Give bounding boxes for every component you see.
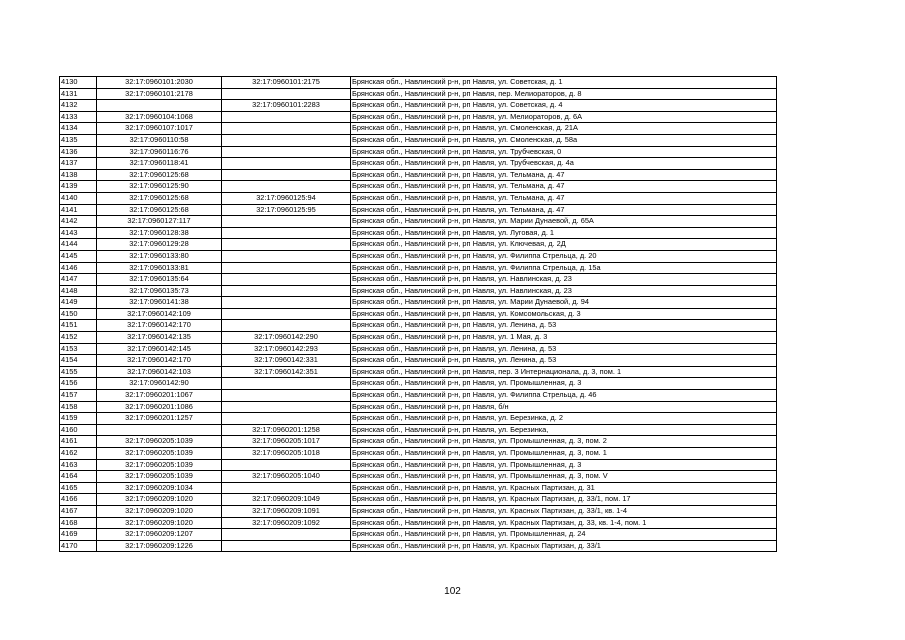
cadastral-number-cell: 32:17:0960209:1020	[97, 517, 222, 529]
row-number-cell: 4167	[60, 505, 97, 517]
cadastral-number-cell: 32:17:0960135:64	[97, 274, 222, 286]
row-number-cell: 4168	[60, 517, 97, 529]
related-cadastral-number-cell	[222, 297, 351, 309]
row-number-cell: 4153	[60, 343, 97, 355]
table-row	[60, 192, 777, 204]
row-number-cell: 4131	[60, 88, 97, 100]
registry-table-body	[60, 77, 777, 552]
table-row	[60, 505, 777, 517]
table-row	[60, 204, 777, 216]
table-row	[60, 517, 777, 529]
row-number-cell: 4147	[60, 274, 97, 286]
table-row	[60, 227, 777, 239]
related-cadastral-number-cell	[222, 239, 351, 251]
cadastral-number-cell: 32:17:0960209:1034	[97, 482, 222, 494]
related-cadastral-number-cell	[222, 401, 351, 413]
cadastral-number-cell: 32:17:0960142:109	[97, 308, 222, 320]
table-row	[60, 529, 777, 541]
related-cadastral-number-cell: 32:17:0960209:1092	[222, 517, 351, 529]
address-cell: Брянская обл., Навлинский р-н, рп Навля, ул. Филиппа Стрельца, д. 15а	[351, 262, 777, 274]
address-cell: Брянская обл., Навлинский р-н, рп Навля, ул. Красных Партизан, д. 31	[351, 482, 777, 494]
address-cell: Брянская обл., Навлинский р-н, рп Навля, ул. Советская, д. 1	[351, 77, 777, 89]
address-cell: Брянская обл., Навлинский р-н, рп Навля, ул. Марии Дунаевой, д. 65А	[351, 216, 777, 228]
address-cell: Брянская обл., Навлинский р-н, рп Навля, ул. 1 Мая, д. 3	[351, 332, 777, 344]
related-cadastral-number-cell: 32:17:0960101:2283	[222, 100, 351, 112]
cadastral-number-cell: 32:17:0960133:81	[97, 262, 222, 274]
related-cadastral-number-cell: 32:17:0960205:1018	[222, 448, 351, 460]
cadastral-number-cell: 32:17:0960201:1067	[97, 390, 222, 402]
cadastral-number-cell: 32:17:0960104:1068	[97, 111, 222, 123]
related-cadastral-number-cell	[222, 262, 351, 274]
table-row	[60, 482, 777, 494]
address-cell: Брянская обл., Навлинский р-н, рп Навля, ул. Ключевая, д. 2Д	[351, 239, 777, 251]
related-cadastral-number-cell	[222, 111, 351, 123]
related-cadastral-number-cell	[222, 413, 351, 425]
address-cell: Брянская обл., Навлинский р-н, рп Навля, ул. Навлинская, д. 23	[351, 274, 777, 286]
table-row	[60, 366, 777, 378]
row-number-cell: 4165	[60, 482, 97, 494]
table-row	[60, 146, 777, 158]
related-cadastral-number-cell	[222, 134, 351, 146]
table-row	[60, 401, 777, 413]
table-row	[60, 413, 777, 425]
related-cadastral-number-cell	[222, 529, 351, 541]
related-cadastral-number-cell	[222, 158, 351, 170]
address-cell: Брянская обл., Навлинский р-н, рп Навля, ул. Луговая, д. 1	[351, 227, 777, 239]
cadastral-number-cell	[97, 100, 222, 112]
row-number-cell: 4157	[60, 390, 97, 402]
address-cell: Брянская обл., Навлинский р-н, рп Навля, ул. Филиппа Стрельца, д. 46	[351, 390, 777, 402]
address-cell: Брянская обл., Навлинский р-н, рп Навля, ул. Красных Партизан, д. 33/1, кв. 1-4	[351, 505, 777, 517]
row-number-cell: 4163	[60, 459, 97, 471]
address-cell: Брянская обл., Навлинский р-н, рп Навля, ул. Тельмана, д. 47	[351, 181, 777, 193]
table-row	[60, 77, 777, 89]
cadastral-number-cell: 32:17:0960110:58	[97, 134, 222, 146]
cadastral-number-cell: 32:17:0960142:135	[97, 332, 222, 344]
table-row	[60, 158, 777, 170]
cadastral-number-cell: 32:17:0960205:1039	[97, 448, 222, 460]
address-cell: Брянская обл., Навлинский р-н, рп Навля, ул. Березинка,	[351, 424, 777, 436]
row-number-cell: 4162	[60, 448, 97, 460]
related-cadastral-number-cell	[222, 285, 351, 297]
related-cadastral-number-cell	[222, 459, 351, 471]
page-number: 102	[444, 586, 461, 597]
row-number-cell: 4145	[60, 250, 97, 262]
cadastral-number-cell: 32:17:0960141:38	[97, 297, 222, 309]
table-row	[60, 459, 777, 471]
address-cell: Брянская обл., Навлинский р-н, рп Навля, ул. Ленина, д. 53	[351, 320, 777, 332]
row-number-cell: 4139	[60, 181, 97, 193]
address-cell: Брянская обл., Навлинский р-н, рп Навля, ул. Тельмана, д. 47	[351, 204, 777, 216]
table-row	[60, 88, 777, 100]
table-row	[60, 297, 777, 309]
row-number-cell: 4150	[60, 308, 97, 320]
row-number-cell: 4143	[60, 227, 97, 239]
related-cadastral-number-cell: 32:17:0960209:1049	[222, 494, 351, 506]
table-row	[60, 123, 777, 135]
row-number-cell: 4152	[60, 332, 97, 344]
row-number-cell: 4149	[60, 297, 97, 309]
address-cell: Брянская обл., Навлинский р-н, рп Навля, б/н	[351, 401, 777, 413]
address-cell: Брянская обл., Навлинский р-н, рп Навля, ул. Ленина, д. 53	[351, 343, 777, 355]
cadastral-number-cell: 32:17:0960129:28	[97, 239, 222, 251]
address-cell: Брянская обл., Навлинский р-н, рп Навля, ул. Промышленная, д. 3	[351, 378, 777, 390]
property-registry-table	[59, 76, 777, 552]
related-cadastral-number-cell: 32:17:0960125:94	[222, 192, 351, 204]
cadastral-number-cell: 32:17:0960128:38	[97, 227, 222, 239]
related-cadastral-number-cell: 32:17:0960142:290	[222, 332, 351, 344]
table-row	[60, 343, 777, 355]
row-number-cell: 4130	[60, 77, 97, 89]
cadastral-number-cell: 32:17:0960209:1207	[97, 529, 222, 541]
cadastral-number-cell: 32:17:0960205:1039	[97, 471, 222, 483]
cadastral-number-cell: 32:17:0960101:2178	[97, 88, 222, 100]
cadastral-number-cell: 32:17:0960205:1039	[97, 459, 222, 471]
address-cell: Брянская обл., Навлинский р-н, рп Навля, ул. Ленина, д. 53	[351, 355, 777, 367]
table-row	[60, 285, 777, 297]
row-number-cell: 4148	[60, 285, 97, 297]
row-number-cell: 4170	[60, 540, 97, 552]
row-number-cell: 4137	[60, 158, 97, 170]
related-cadastral-number-cell	[222, 540, 351, 552]
related-cadastral-number-cell	[222, 274, 351, 286]
related-cadastral-number-cell: 32:17:0960205:1040	[222, 471, 351, 483]
table-row	[60, 239, 777, 251]
row-number-cell: 4159	[60, 413, 97, 425]
address-cell: Брянская обл., Навлинский р-н, рп Навля, ул. Промышленная, д. 3, пом. 1	[351, 448, 777, 460]
table-row	[60, 436, 777, 448]
address-cell: Брянская обл., Навлинский р-н, рп Навля, ул. Филиппа Стрельца, д. 20	[351, 250, 777, 262]
table-row	[60, 471, 777, 483]
table-row	[60, 448, 777, 460]
related-cadastral-number-cell	[222, 308, 351, 320]
row-number-cell: 4155	[60, 366, 97, 378]
cadastral-number-cell: 32:17:0960142:170	[97, 355, 222, 367]
related-cadastral-number-cell	[222, 216, 351, 228]
cadastral-number-cell: 32:17:0960125:90	[97, 181, 222, 193]
cadastral-number-cell: 32:17:0960107:1017	[97, 123, 222, 135]
address-cell: Брянская обл., Навлинский р-н, рп Навля, ул. Трубчевская, д. 4а	[351, 158, 777, 170]
address-cell: Брянская обл., Навлинский р-н, рп Навля, ул. Промышленная, д. 3, пом. 2	[351, 436, 777, 448]
table-row	[60, 274, 777, 286]
row-number-cell: 4156	[60, 378, 97, 390]
table-row	[60, 424, 777, 436]
address-cell: Брянская обл., Навлинский р-н, рп Навля, пер. Мелиораторов, д. 8	[351, 88, 777, 100]
related-cadastral-number-cell	[222, 378, 351, 390]
address-cell: Брянская обл., Навлинский р-н, рп Навля, ул. Березинка, д. 2	[351, 413, 777, 425]
address-cell: Брянская обл., Навлинский р-н, рп Навля, ул. Марии Дунаевой, д. 94	[351, 297, 777, 309]
address-cell: Брянская обл., Навлинский р-н, рп Навля, ул. Мелиораторов, д. 6А	[351, 111, 777, 123]
table-row	[60, 540, 777, 552]
cadastral-number-cell: 32:17:0960142:90	[97, 378, 222, 390]
related-cadastral-number-cell	[222, 250, 351, 262]
related-cadastral-number-cell	[222, 169, 351, 181]
address-cell: Брянская обл., Навлинский р-н, рп Навля, ул. Навлинская, д. 23	[351, 285, 777, 297]
row-number-cell: 4138	[60, 169, 97, 181]
cadastral-number-cell: 32:17:0960205:1039	[97, 436, 222, 448]
row-number-cell: 4154	[60, 355, 97, 367]
address-cell: Брянская обл., Навлинский р-н, рп Навля, ул. Красных Партизан, д. 33, кв. 1-4, пом. 1	[351, 517, 777, 529]
address-cell: Брянская обл., Навлинский р-н, рп Навля, пер. 3 Интернационала, д. 3, пом. 1	[351, 366, 777, 378]
row-number-cell: 4136	[60, 146, 97, 158]
table-row	[60, 100, 777, 112]
cadastral-number-cell: 32:17:0960125:68	[97, 204, 222, 216]
row-number-cell: 4151	[60, 320, 97, 332]
address-cell: Брянская обл., Навлинский р-н, рп Навля, ул. Промышленная, д. 3, пом. V	[351, 471, 777, 483]
address-cell: Брянская обл., Навлинский р-н, рп Навля, ул. Красных Партизан, д. 33/1	[351, 540, 777, 552]
related-cadastral-number-cell: 32:17:0960142:293	[222, 343, 351, 355]
cadastral-number-cell: 32:17:0960201:1086	[97, 401, 222, 413]
address-cell: Брянская обл., Навлинский р-н, рп Навля, ул. Промышленная, д. 3	[351, 459, 777, 471]
row-number-cell: 4140	[60, 192, 97, 204]
related-cadastral-number-cell: 32:17:0960142:351	[222, 366, 351, 378]
table-row	[60, 111, 777, 123]
related-cadastral-number-cell	[222, 123, 351, 135]
table-row	[60, 169, 777, 181]
cadastral-number-cell	[97, 424, 222, 436]
cadastral-number-cell: 32:17:0960201:1257	[97, 413, 222, 425]
cadastral-number-cell: 32:17:0960127:117	[97, 216, 222, 228]
related-cadastral-number-cell: 32:17:0960201:1258	[222, 424, 351, 436]
row-number-cell: 4146	[60, 262, 97, 274]
related-cadastral-number-cell	[222, 390, 351, 402]
related-cadastral-number-cell	[222, 88, 351, 100]
table-row	[60, 262, 777, 274]
table-row	[60, 355, 777, 367]
related-cadastral-number-cell	[222, 482, 351, 494]
related-cadastral-number-cell: 32:17:0960205:1017	[222, 436, 351, 448]
row-number-cell: 4141	[60, 204, 97, 216]
table-row	[60, 320, 777, 332]
related-cadastral-number-cell	[222, 227, 351, 239]
row-number-cell: 4158	[60, 401, 97, 413]
cadastral-number-cell: 32:17:0960101:2030	[97, 77, 222, 89]
row-number-cell: 4160	[60, 424, 97, 436]
row-number-cell: 4142	[60, 216, 97, 228]
address-cell: Брянская обл., Навлинский р-н, рп Навля, ул. Красных Партизан, д. 33/1, пом. 17	[351, 494, 777, 506]
row-number-cell: 4132	[60, 100, 97, 112]
related-cadastral-number-cell: 32:17:0960101:2175	[222, 77, 351, 89]
table-row	[60, 390, 777, 402]
cadastral-number-cell: 32:17:0960133:80	[97, 250, 222, 262]
row-number-cell: 4135	[60, 134, 97, 146]
table-row	[60, 216, 777, 228]
related-cadastral-number-cell: 32:17:0960125:95	[222, 204, 351, 216]
address-cell: Брянская обл., Навлинский р-н, рп Навля, ул. Тельмана, д. 47	[351, 169, 777, 181]
row-number-cell: 4161	[60, 436, 97, 448]
address-cell: Брянская обл., Навлинский р-н, рп Навля, ул. Промышленная, д. 24	[351, 529, 777, 541]
cadastral-number-cell: 32:17:0960125:68	[97, 192, 222, 204]
address-cell: Брянская обл., Навлинский р-н, рп Навля, ул. Трубчевская, 0	[351, 146, 777, 158]
cadastral-number-cell: 32:17:0960142:103	[97, 366, 222, 378]
table-row	[60, 308, 777, 320]
table-row	[60, 134, 777, 146]
cadastral-number-cell: 32:17:0960142:170	[97, 320, 222, 332]
row-number-cell: 4169	[60, 529, 97, 541]
cadastral-number-cell: 32:17:0960209:1226	[97, 540, 222, 552]
related-cadastral-number-cell: 32:17:0960142:331	[222, 355, 351, 367]
row-number-cell: 4164	[60, 471, 97, 483]
cadastral-number-cell: 32:17:0960116:76	[97, 146, 222, 158]
address-cell: Брянская обл., Навлинский р-н, рп Навля, ул. Смоленская, д. 21А	[351, 123, 777, 135]
cadastral-number-cell: 32:17:0960209:1020	[97, 505, 222, 517]
table-row	[60, 332, 777, 344]
cadastral-number-cell: 32:17:0960118:41	[97, 158, 222, 170]
related-cadastral-number-cell	[222, 181, 351, 193]
related-cadastral-number-cell	[222, 146, 351, 158]
row-number-cell: 4134	[60, 123, 97, 135]
address-cell: Брянская обл., Навлинский р-н, рп Навля, ул. Комсомольская, д. 3	[351, 308, 777, 320]
table-row	[60, 494, 777, 506]
address-cell: Брянская обл., Навлинский р-н, рп Навля, ул. Советская, д. 4	[351, 100, 777, 112]
cadastral-number-cell: 32:17:0960135:73	[97, 285, 222, 297]
cadastral-number-cell: 32:17:0960142:145	[97, 343, 222, 355]
table-row	[60, 378, 777, 390]
address-cell: Брянская обл., Навлинский р-н, рп Навля, ул. Тельмана, д. 47	[351, 192, 777, 204]
related-cadastral-number-cell	[222, 320, 351, 332]
address-cell: Брянская обл., Навлинский р-н, рп Навля, ул. Смоленская, д. 58а	[351, 134, 777, 146]
row-number-cell: 4144	[60, 239, 97, 251]
row-number-cell: 4133	[60, 111, 97, 123]
table-row	[60, 250, 777, 262]
cadastral-number-cell: 32:17:0960125:68	[97, 169, 222, 181]
related-cadastral-number-cell: 32:17:0960209:1091	[222, 505, 351, 517]
cadastral-number-cell: 32:17:0960209:1020	[97, 494, 222, 506]
row-number-cell: 4166	[60, 494, 97, 506]
table-row	[60, 181, 777, 193]
